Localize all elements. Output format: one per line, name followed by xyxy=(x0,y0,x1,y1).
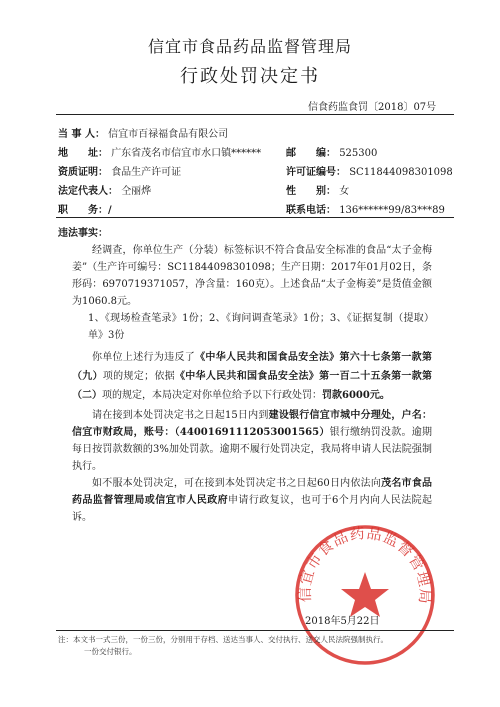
payment-part1: 请在接到本处罚决定书之日起15日内到 xyxy=(92,410,269,421)
phone-value: 136******99/83***89 xyxy=(339,205,445,216)
license-no-value: SC11844098301098 xyxy=(349,167,453,178)
phone-label: 联系电话： xyxy=(286,205,336,216)
gender-row xyxy=(286,182,349,197)
legal-rep-value: 仝丽烨 xyxy=(121,186,152,197)
note-line-2: 一份交付银行。 xyxy=(84,647,137,656)
position-row xyxy=(58,201,112,216)
postcode-row xyxy=(286,144,377,159)
address-row xyxy=(58,144,261,159)
law-article-1: 《中华人民共和国食品安全法》第六十七条第一款第（九） xyxy=(72,352,432,382)
payment-part3: 银行缴纳罚没款。逾期每日按罚款数额的3%加处罚款。逾期不履行处罚决定，我局将申请人民法院强制执行。 xyxy=(72,427,432,472)
legal-rep-row xyxy=(58,182,151,197)
legal-basis-part1: 你单位上述行为违反了 xyxy=(92,352,196,363)
postcode-value: 525300 xyxy=(339,148,378,159)
position-label: 职 务：/ xyxy=(58,205,112,216)
evidence-paragraph xyxy=(88,310,434,344)
legal-basis-part5: 项的规定，本局决定对你单位给予以下行政处罚： xyxy=(102,390,322,401)
appeal-text xyxy=(72,475,432,526)
postcode-label: 邮 编： xyxy=(286,148,336,159)
phone-row xyxy=(286,201,445,216)
legal-rep-label: 法定代表人： xyxy=(58,186,118,197)
svg-text:信宜市食品药品监督管理局: 信宜市食品药品监督管理局 xyxy=(295,523,435,606)
payment-bank: 建设银行信宜市城中分理处，户名：信宜市财政局，账号：（44001691112053001565） xyxy=(72,410,432,438)
appeal-part1: 如不服本处罚决定，可在接到本处罚决定书之日起60日内依法向 xyxy=(92,478,382,489)
certificate-row xyxy=(58,163,181,178)
certificate-value: 食品生产许可证 xyxy=(111,167,182,178)
party-row xyxy=(58,125,228,140)
violation-facts-label: 违法事实： xyxy=(58,228,108,239)
middle-divider xyxy=(56,217,454,218)
appeal-paragraph xyxy=(72,475,432,526)
certificate-label: 资质证明： xyxy=(58,167,108,178)
top-divider xyxy=(56,114,454,115)
law-article-2: 《中华人民共和国食品安全法》第一百二十五条第一款第（二） xyxy=(72,371,433,401)
issue-date: 2018年5月22日 xyxy=(305,616,380,627)
party-value: 信宜市百禄福食品有限公司 xyxy=(108,129,229,140)
agency-name: 信宜市食品药品监督管理局 xyxy=(147,37,352,56)
document-title: 行政处罚决定书 xyxy=(180,66,320,87)
gender-value: 女 xyxy=(339,186,350,197)
penalty-amount: 罚款6000元。 xyxy=(322,390,390,401)
appeal-authorities: 茂名市食品药品监督管理局或信宜市人民政府 xyxy=(72,478,433,506)
address-value: 广东省茂名市信宜市水口镇****** xyxy=(111,148,262,159)
document-number: 信食药监食罚〔2018〕07号 xyxy=(308,102,437,113)
bottom-divider xyxy=(56,630,454,631)
facts-text: 经调查，你单位生产（分装）标签标识不符合食品安全标准的食品“太子金梅姜”（生产许可编号：SC11844098301098；生产日期：2017年01月02日，条形码：6970719371057，净含量：160克）。上述食品“太子金梅姜”是货值金额为1060.8元。 xyxy=(72,245,432,307)
license-no-label: 许可证编号： xyxy=(286,167,346,178)
payment-paragraph xyxy=(72,407,432,475)
note-line-1: 注：本文书一式三份，一份三份，分别用于存档、送达当事人、交付执行、送交人民法院强制执行。 xyxy=(58,635,388,644)
legal-basis-part3: 项的规定；依据 xyxy=(102,371,175,382)
appeal-part3: 申请行政复议，也可于6个月内向人民法院起诉。 xyxy=(72,495,432,523)
facts-paragraph xyxy=(72,242,432,310)
evidence-text: 1、《现场检查笔录》1份；2、《询问调查笔录》1份；3、《证据复制（提取）单》3份 xyxy=(88,313,434,341)
legal-basis-paragraph xyxy=(72,348,432,405)
party-label: 当 事 人： xyxy=(58,129,105,140)
license-no-row xyxy=(286,163,453,178)
address-label: 地 址： xyxy=(58,148,108,159)
legal-basis-text xyxy=(72,348,432,405)
gender-label: 性 别： xyxy=(286,186,336,197)
distribution-note xyxy=(58,634,458,658)
payment-text xyxy=(72,407,432,475)
